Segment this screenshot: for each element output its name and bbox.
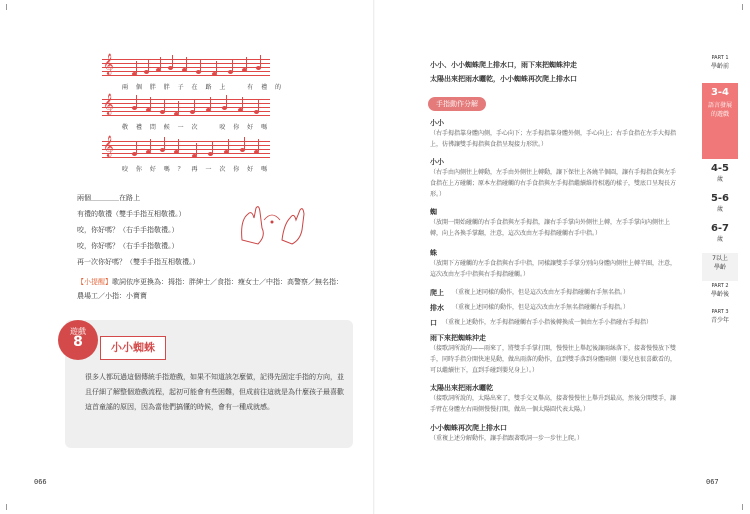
lyrics-line-2: 敬 禮 問 候 一 次 咬 你 好 嗎	[122, 124, 271, 131]
intro-line-2: 太陽出來把雨水曬乾，小小蜘蛛再次爬上排水口	[430, 75, 577, 83]
step-text: （重複上述同樣的動作，但是這次改由左手無名指碰觸右手拇指。）	[452, 304, 630, 311]
sidebar-tab-6-7[interactable]: 6-7 歲	[710, 223, 730, 243]
step-heading: 口	[430, 319, 437, 327]
lyrics-line-1: 兩 個 胖 胖 子 在 路 上 有 禮 的	[122, 84, 284, 91]
section-pill: 手指動作分解	[428, 97, 486, 111]
game-description: 很多人都玩過這個傳統手指遊戲，如果不知道該怎麼做，記得先固定手指的方向，並且仔細了解整個遊戲流程，起初可能會有些困難，但成前往這就是為什麼孩子最喜歡這首童謠的原因，因為當他們搞懂的時候，會有一種成就感。	[85, 373, 344, 411]
step-text: （接歌詞所說的——雨來了，將雙手手掌打開，慢慢往上舉起後讓雨絲落下，接著慢慢放下雙手，同時手指分開快速晃動，做出雨落的動作，直到雙手落到身體兩側（嬰兒也很喜歡看的，可以繼續往下，直到手碰到嬰兒身上）。）	[430, 345, 677, 374]
step-text: （右手拇指靠身體內側，手心向下；左手拇指靠身體外側，手心向上；右手食指在左手大拇指上，彷彿讓雙手拇指與食指呈現接力形狀。）	[430, 130, 677, 148]
lyrics-line-3: 咬 你 好 嗎 ？ 再 一 次 你 好 嗎	[122, 166, 271, 173]
intro-line-1: 小小、小小蜘蛛爬上排水口，雨下來把蜘蛛沖走	[430, 61, 577, 69]
step-heading: 排水	[430, 304, 444, 312]
verse-line: 再一次你好嗎？（雙手手指互相敬禮。）	[77, 258, 200, 266]
sidebar-tab-part2[interactable]: PART 2 學齡後	[710, 283, 729, 298]
verse-text	[77, 190, 200, 270]
game-title: 小小蜘蛛	[100, 336, 166, 360]
step-heading: 小小	[430, 158, 444, 166]
treble-clef-icon: 𝄞	[103, 54, 114, 75]
game-badge-number: 8	[73, 334, 83, 350]
tip-label: 【小提醒】	[77, 278, 112, 286]
verse-line: 兩個＿＿＿＿在路上	[77, 194, 140, 202]
staff-2	[102, 95, 270, 119]
step-heading: 小小蜘蛛再次爬上排水口	[430, 424, 507, 432]
sidebar-tab-active[interactable]: 3-4 語言發展的遊戲	[702, 83, 738, 159]
game-badge	[58, 320, 98, 360]
sidebar-tab-4-5[interactable]: 4-5 歲	[710, 163, 730, 183]
step-text: （放開一開始碰觸的右手食指與左手拇指，讓右手手掌向外側往上轉，左手手掌向內側往上轉，向上各換手掌翻，注意，這次改由左手拇指碰觸右手中指。）	[430, 219, 671, 237]
sidebar-tab-part1[interactable]: PART 1 學齡前	[710, 55, 729, 70]
verse-line: 咬，你好嗎？（右手手指敬禮。）	[77, 242, 179, 250]
step-heading: 雨下來把蜘蛛沖走	[430, 334, 486, 342]
step-text: （重複上述分解動作，讓手指跟著歌詞一步一步往上爬。）	[430, 435, 584, 442]
staff-3	[102, 137, 270, 161]
step-text: （重複上述動作，左手拇指碰觸右手小指後轉換成一個由左手小指碰右手拇指）	[442, 319, 653, 326]
tip-text: 歌詞依序更換為：拇指：胖紳士／食指：瘦女士／中指：高警察／無名指：農場工／小指：小寶寶	[77, 278, 343, 300]
treble-clef-icon-3: 𝄞	[103, 136, 114, 157]
step-heading: 太陽出來把雨水曬乾	[430, 384, 493, 392]
sidebar-tab-part3[interactable]: PART 3 青少年	[710, 309, 729, 324]
verse-line: 有禮的敬禮（雙手手指互相敬禮。）	[77, 210, 186, 218]
verse-line: 咬，你好嗎？（右手手指敬禮。）	[77, 226, 179, 234]
sidebar-tab-5-6[interactable]: 5-6 歲	[710, 193, 730, 213]
page-number-left: 066	[34, 478, 47, 486]
step-text: （重複上述同樣的動作，但是這次改由左手拇指碰觸右手無名指。）	[452, 289, 630, 296]
game-badge-label: 遊戲	[70, 327, 86, 336]
step-text: （放開下方碰觸的左手食指與右手中指，同樣讓雙手手掌分別向身體內側往上轉半圈，注意，這次改由左手中指與右手拇指碰觸。）	[430, 260, 677, 278]
step-heading: 小小	[430, 119, 444, 127]
step-text: （右手由內側往上轉動，左手由外側往上轉動，讓下保往上各繞半個圓，讓有手拇指食與左手食指在上方碰觸；原本左指碰觸的右手食指與左手拇指繼續維持相遇的樣子，雙底口呈現長方形。）	[430, 169, 677, 198]
step-heading: 蜘	[430, 208, 437, 216]
hands-illustration	[232, 200, 314, 252]
step-heading: 爬上	[430, 289, 444, 297]
step-heading: 蛛	[430, 249, 437, 257]
step-text: （接歌詞所說的，太陽出來了，雙手交叉舉高，接著慢慢往上舉升到最高，然後分開雙手，讓手臂在身體左右兩側慢慢打開，做出一個太陽圓代表太陽。）	[430, 395, 677, 413]
treble-clef-icon-2: 𝄞	[103, 94, 114, 115]
tip-paragraph	[77, 275, 347, 303]
staff-1	[102, 55, 270, 79]
sidebar-tab-7up[interactable]: 7以上 學齡	[702, 253, 738, 281]
page-number-right: 067	[706, 478, 719, 486]
